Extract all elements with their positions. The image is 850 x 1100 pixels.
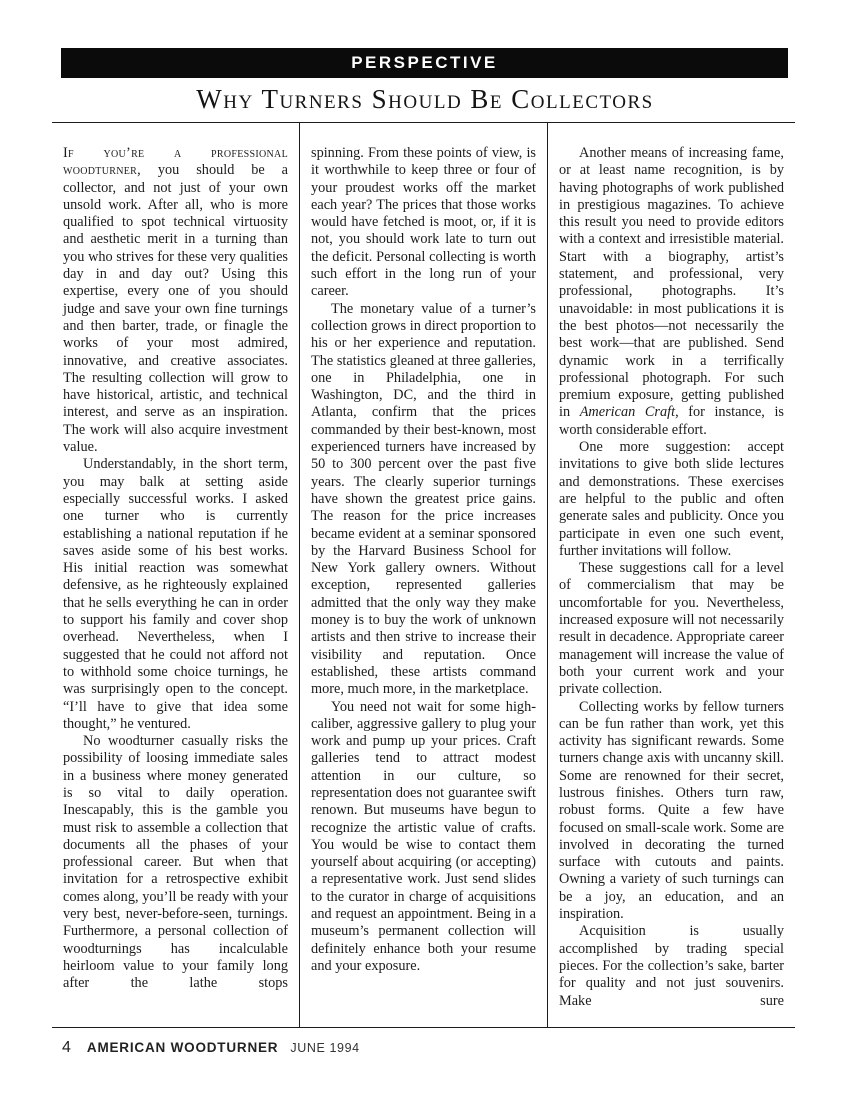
- paragraph-col3-1-post: , for instance, is worth considerable effort.: [559, 404, 784, 438]
- article-body: [52, 122, 795, 1028]
- section-banner: [61, 48, 788, 78]
- paragraph-col1-1: [63, 145, 288, 456]
- paragraph-col1-3: No woodturner casually risks the possibility of loosing immediate sales in a business where money generated is so vital to daily operation. Inescapably, this is the gamble you must risk to assemble a collection that documents all the phases of your professional career. But when that invitation for a retrospective exhibit comes along, you’ll be ready with your very best, never-before-seen, turnings. Furthermore, a personal collection of woodturnings has incalculable heirloom value to your family long after the lathe stops: [63, 733, 288, 992]
- section-banner-label: PERSPECTIVE: [351, 53, 498, 72]
- paragraph-col3-3: These suggestions call for a level of commercialism that may be uncomfortable for you. Nevertheless, increased exposure will not necessarily result in decadence. Appropriate career management will increase the value of both your current work and your private collection.: [559, 560, 784, 698]
- paragraph-col2-2: The monetary value of a turner’s collection grows in direct proportion to his or her experience and reputation. The statistics gleaned at three galleries, one in Philadelphia, one in Washington, DC, and the third in Atlanta, confirm that the prices commanded by their best-known, most experienced turners have increased by 50 to 300 percent over the past five years. The clearly superior turnings have shown the greatest price gains. The reason for the price increases became evident at a seminar sponsored by the Harvard Business School for New York gallery owners. Without exception, represented galleries admitted that the only way they make money is to buy the work of unknown artists and then strive to increase their visibility and reputation. Once established, these artists command more, much more, in the marketplace.: [311, 300, 536, 698]
- paragraph-col1-2: Understandably, in the short term, you may balk at setting aside especially successful works. I asked one turner who is currently establishing a national reputation if he saves aside some of his best works. His initial reaction was somewhat defensive, as he righteously explained that he sells everything he can in order to support his family and cover shop overhead. Nevertheless, when I suggested that he could not afford not to withhold some choice turnings, he was surprisingly open to the concept. “I’ll have to give that idea some thought,” he ventured.: [63, 456, 288, 732]
- paragraph-col2-1: spinning. From these points of view, is it worthwhile to keep three or four of your proudest works off the market each year? The prices that those works would have fetched is moot, or, if it is not, you should work late to turn out the deficit. Personal collecting is worth such effort in the long run of your career.: [311, 145, 536, 300]
- paragraph-col3-4: Collecting works by fellow turners can be fun rather than work, yet this activity has significant rewards. Some turners change axis with uncanny skill. Some are renowned for their secret, lustrous finishes. Others turn raw, robust forms. Quite a few have focused on small-scale work. Some are involved in decorating the turned surface with cutouts and paints. Owning a variety of such turnings can be a joy, an education, and an inspiration.: [559, 698, 784, 923]
- issue-date: JUNE 1994: [290, 1041, 360, 1055]
- paragraph-col3-5: Acquisition is usually accomplished by trading special pieces. For the collection’s sake, barter for quality and not just souvenirs. Make sure: [559, 923, 784, 1009]
- paragraph-col3-1: [559, 145, 784, 439]
- column-2: [299, 123, 548, 1027]
- paragraph-col3-2: One more suggestion: accept invitations to give both slide lectures and demonstrations. These exercises are helpful to the public and often generate sales and publicity. Once you participate in even one such event, further invitations will follow.: [559, 439, 784, 559]
- page-footer: [62, 1039, 360, 1057]
- magazine-name-italic: American Craft: [579, 404, 676, 421]
- column-3: [548, 123, 795, 1027]
- column-1: [52, 123, 299, 1027]
- paragraph-col3-1-pre: Another means of increasing fame, or at least name recognition, is by having photographs of work published in prestigious magazines. To achieve this result you need to provide editors with a context and irresistible material. Start with a biography, artist’s statement, and professional, very professional, photographs. It’s unavoidable: in most publications it is the best photos—not necessarily the best work—that are published. Send dynamic work in a terrifically professional photograph. For such premium exposure, getting published in: [559, 145, 784, 421]
- article-title: Why Turners Should Be Collectors: [196, 84, 654, 114]
- publication-name: AMERICAN WOODTURNER: [86, 1040, 279, 1055]
- paragraph-col2-3: You need not wait for some high-caliber, aggressive gallery to plug your work and pump up your prices. Craft galleries tend to attract modest attention in our culture, so representation does not guarantee swift renown. But museums have begun to recognize the artistic value of crafts. You would be wise to contact them yourself about acquiring (or accepting) a representative work. Just send slides to the curator in charge of acquisitions and request an appointment. Being in a museum’s permanent collection will definitely enhance both your resume and your exposure.: [311, 698, 536, 974]
- smallcaps-lead-in: If you’re a professional woodturner,: [63, 145, 288, 179]
- page-number: 4: [62, 1039, 71, 1056]
- paragraph-col1-1-body: you should be a collector, and not just of your own unsold work. After all, who is more qualified to spot technical virtuosity and aesthetic merit in a turning than you who strives for these very qualities day in and day out? Using this expertise, every one of you should judge and save your own fine turnings and then barter, trade, or finagle the works of your most admired, innovative, and creative associates. The resulting collection will grow to have historical, artistic, and technical interest, and serve as an inspiration. The work will also acquire investment value.: [63, 162, 288, 456]
